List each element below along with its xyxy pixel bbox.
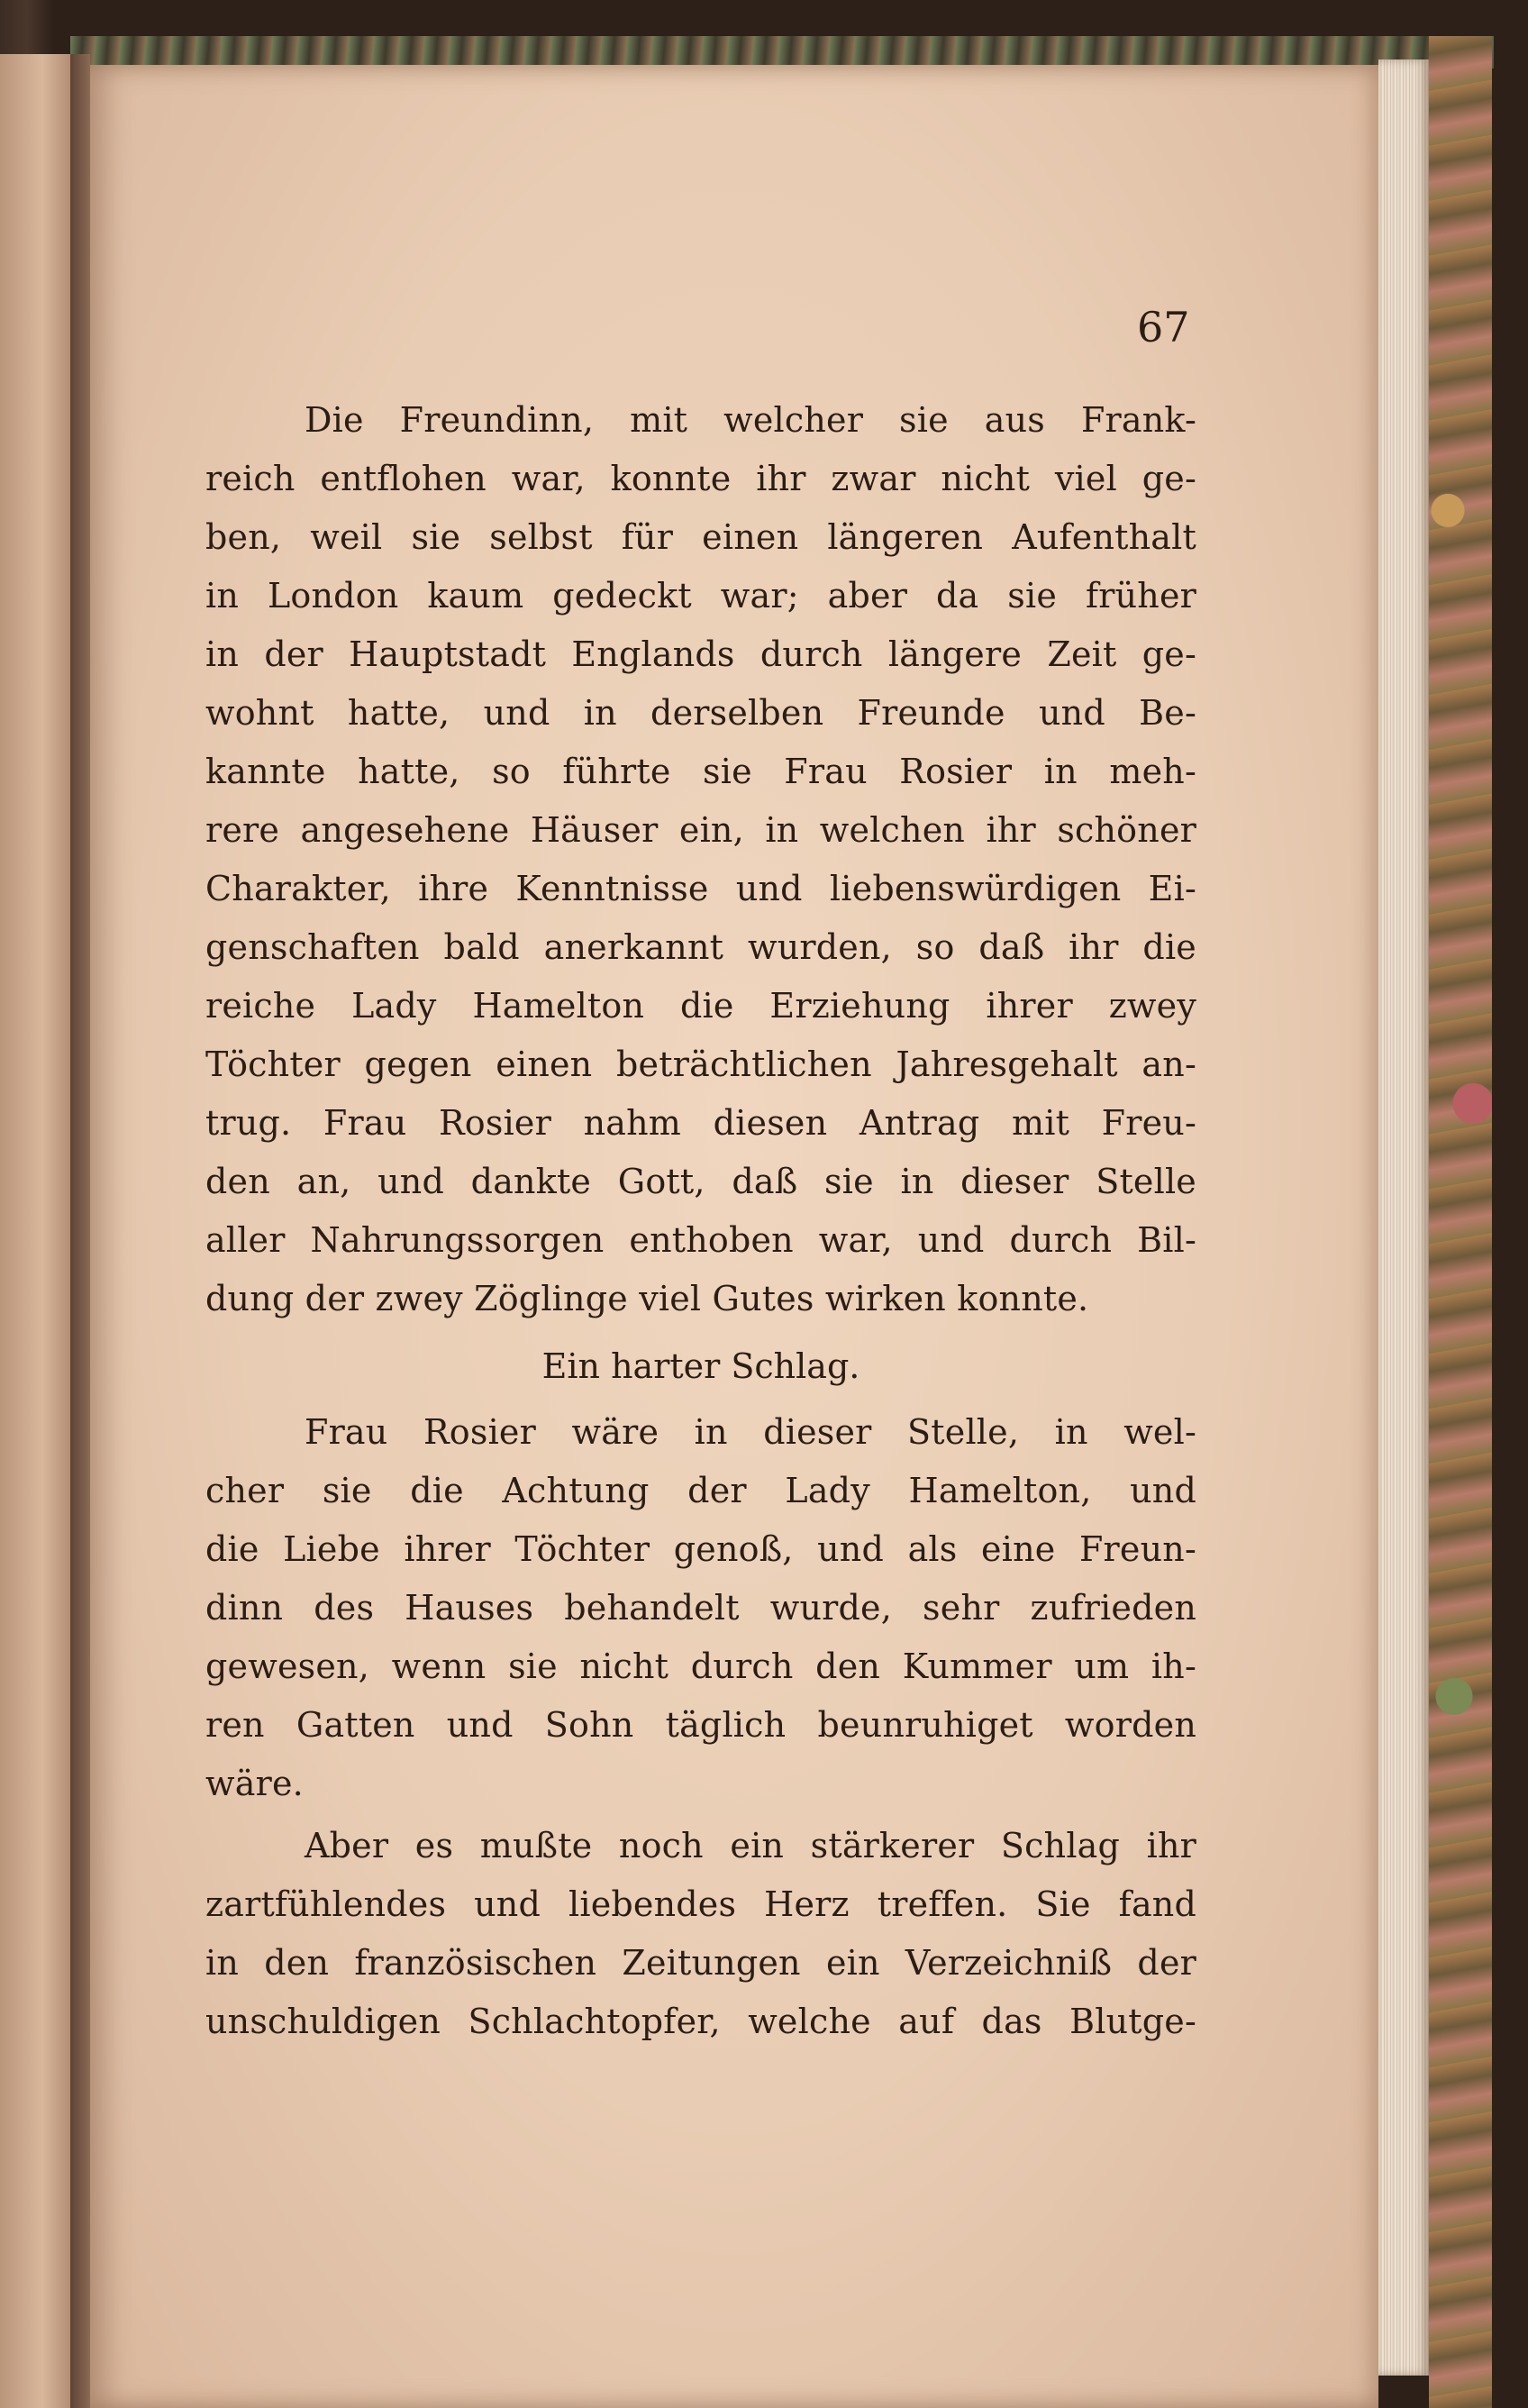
text-line: in den französischen Zeitungen ein Verzeichniß der [205, 1943, 1196, 1983]
text-line: in der Hauptstadt Englands durch längere Zeit ge- [205, 634, 1196, 674]
text-line: Die Freundinn, mit welcher sie aus Frank- [305, 400, 1196, 440]
text-line: trug. Frau Rosier nahm diesen Antrag mit Freu- [205, 1103, 1196, 1143]
text-line: den an, und dankte Gott, daß sie in dieser Stelle [205, 1162, 1196, 1201]
text-line: wäre. [205, 1764, 304, 1803]
text-line: die Liebe ihrer Töchter genoß, und als eine Freun- [205, 1529, 1196, 1569]
text-line: genschaften bald anerkannt wurden, so daß ihr die [205, 927, 1196, 967]
text-line: rere angesehene Häuser ein, in welchen ihr schöner [205, 810, 1196, 850]
text-line: Töchter gegen einen beträchtlichen Jahresgehalt an- [205, 1044, 1196, 1084]
marbled-cover [1429, 36, 1492, 2408]
text-line: aller Nahrungssorgen enthoben war, und durch Bil- [205, 1220, 1196, 1260]
section-heading: Ein harter Schlag. [541, 1346, 860, 1386]
text-line: Aber es mußte noch ein stärkerer Schlag ihr [305, 1826, 1196, 1865]
left-page-edge [0, 54, 70, 2408]
text-line: ben, weil sie selbst für einen längeren Aufenthalt [205, 517, 1196, 557]
page-number: 67 [1137, 303, 1190, 351]
paragraph-1 [205, 391, 1196, 1328]
paragraph-2 [205, 1403, 1196, 1813]
page-text [205, 297, 1196, 2051]
text-line: Frau Rosier wäre in dieser Stelle, in wel- [305, 1412, 1196, 1452]
binding-edge [70, 36, 1494, 68]
text-line: ren Gatten und Sohn täglich beunruhiget worden [205, 1705, 1196, 1745]
text-line: Charakter, ihre Kenntnisse und liebenswürdigen Ei- [205, 869, 1196, 908]
paragraph-3 [205, 1817, 1196, 2051]
text-line: kannte hatte, so führte sie Frau Rosier in meh- [205, 752, 1196, 791]
page-stack-edge [1378, 59, 1429, 2376]
text-line: in London kaum gedeckt war; aber da sie früher [205, 576, 1196, 616]
text-line: gewesen, wenn sie nicht durch den Kummer um ih- [205, 1646, 1196, 1686]
text-line: cher sie die Achtung der Lady Hamelton, und [205, 1471, 1196, 1510]
text-line: unschuldigen Schlachtopfer, welche auf das Blutge- [205, 2002, 1196, 2041]
text-line: dung der zwey Zöglinge viel Gutes wirken konnte. [205, 1279, 1089, 1318]
text-line: zartfühlendes und liebendes Herz treffen. Sie fand [205, 1884, 1196, 1924]
text-line: reich entflohen war, konnte ihr zwar nicht viel ge- [205, 459, 1196, 498]
text-line: reiche Lady Hamelton die Erziehung ihrer zwey [205, 986, 1196, 1026]
text-line: wohnt hatte, und in derselben Freunde und Be- [205, 693, 1196, 733]
text-line: dinn des Hauses behandelt wurde, sehr zufrieden [205, 1588, 1196, 1628]
book-gutter [70, 54, 90, 2408]
